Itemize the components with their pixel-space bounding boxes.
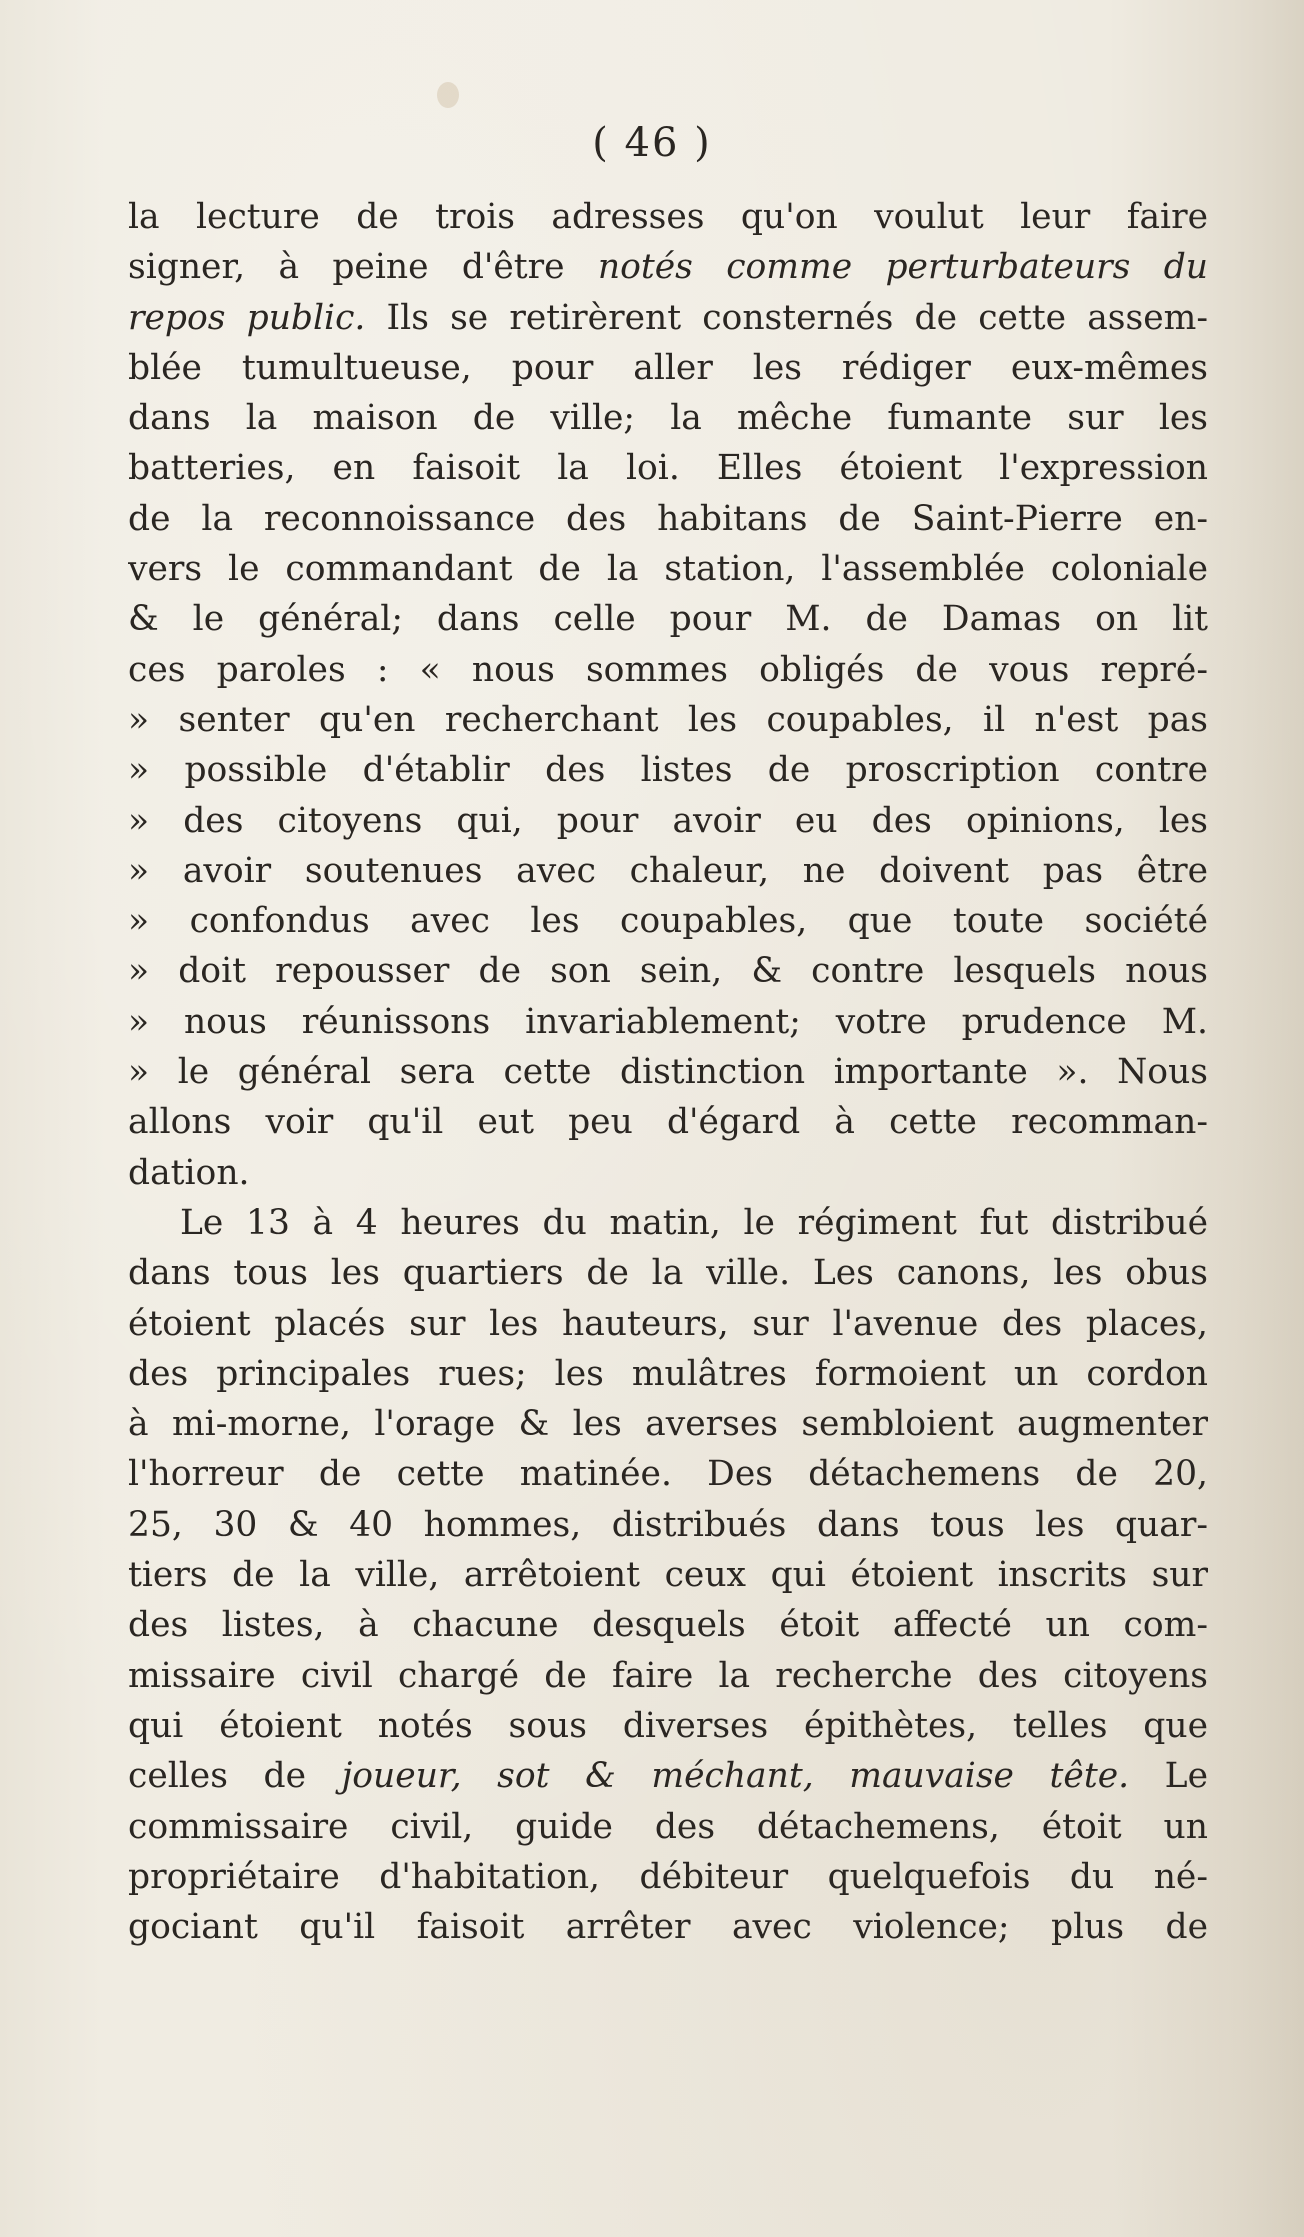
text-line: qui étoient notés sous diverses épithètes, telles que bbox=[128, 1705, 1208, 1746]
paper-stain bbox=[437, 82, 459, 108]
text-line: allons voir qu'il eut peu d'égard à cette recomman- bbox=[128, 1102, 1208, 1143]
paragraph-end-line: dation. bbox=[128, 1152, 250, 1193]
quote-line: » possible d'établir des listes de proscription contre bbox=[128, 750, 1208, 791]
text-line: signer, à peine d'être notés comme perturbateurs du bbox=[128, 247, 1208, 288]
text-line: missaire civil chargé de faire la recherche des citoyens bbox=[128, 1655, 1208, 1696]
quote-line: » confondus avec les coupables, que toute société bbox=[128, 901, 1208, 942]
text-line: batteries, en faisoit la loi. Elles étoient l'expression bbox=[128, 448, 1208, 489]
text-line: vers le commandant de la station, l'assemblée coloniale bbox=[128, 549, 1208, 590]
quote-line: » des citoyens qui, pour avoir eu des opinions, les bbox=[128, 800, 1208, 841]
quote-line: » doit repousser de son sein, & contre lesquels nous bbox=[128, 951, 1208, 992]
text-line: dans tous les quartiers de la ville. Les canons, les obus bbox=[128, 1253, 1208, 1294]
text-line: de la reconnoissance des habitans de Saint-Pierre en- bbox=[128, 498, 1208, 539]
quote-line: » avoir soutenues avec chaleur, ne doivent pas être bbox=[128, 850, 1208, 891]
text-line: étoient placés sur les hauteurs, sur l'avenue des places, bbox=[128, 1303, 1208, 1344]
text-line: ces paroles : « nous sommes obligés de vous repré- bbox=[128, 649, 1208, 690]
text-line: à mi-morne, l'orage & les averses sembloient augmenter bbox=[128, 1404, 1208, 1445]
text-line: 25, 30 & 40 hommes, distribués dans tous les quar- bbox=[128, 1504, 1208, 1545]
text-line: repos public. Ils se retirèrent consternés de cette assem- bbox=[128, 297, 1208, 338]
body-text bbox=[128, 192, 1208, 1952]
text-line: dans la maison de ville; la mêche fumante sur les bbox=[128, 398, 1208, 439]
italic-phrase: joueur, sot & méchant, mauvaise tête. bbox=[341, 1756, 1130, 1797]
text-line: l'horreur de cette matinée. Des détachemens de 20, bbox=[128, 1454, 1208, 1495]
italic-phrase: repos public. bbox=[128, 297, 366, 338]
text-line: des principales rues; les mulâtres formoient un cordon bbox=[128, 1353, 1208, 1394]
quote-line: » le général sera cette distinction importante ». Nous bbox=[128, 1052, 1208, 1093]
text-line: celles de joueur, sot & méchant, mauvaise tête. Le bbox=[128, 1756, 1208, 1797]
text-line: blée tumultueuse, pour aller les rédiger eux-mêmes bbox=[128, 347, 1208, 388]
text-line: propriétaire d'habitation, débiteur quelquefois du né- bbox=[128, 1856, 1208, 1897]
text-line: la lecture de trois adresses qu'on voulut leur faire bbox=[128, 197, 1208, 237]
text-line: gociant qu'il faisoit arrêter avec violence; plus de bbox=[128, 1907, 1208, 1948]
text-line: des listes, à chacune desquels étoit affecté un com- bbox=[128, 1605, 1208, 1646]
page-number: ( 46 ) bbox=[592, 120, 712, 166]
text-line: & le général; dans celle pour M. de Damas on lit bbox=[128, 599, 1208, 640]
quote-line: » senter qu'en recherchant les coupables, il n'est pas bbox=[128, 699, 1208, 740]
italic-phrase: notés comme perturbateurs du bbox=[597, 247, 1208, 288]
paragraph-start-line: Le 13 à 4 heures du matin, le régiment fut distribué bbox=[180, 1202, 1208, 1243]
text-line: commissaire civil, guide des détachemens, étoit un bbox=[128, 1806, 1208, 1847]
text-line: tiers de la ville, arrêtoient ceux qui étoient inscrits sur bbox=[128, 1555, 1208, 1596]
quote-line: » nous réunissons invariablement; votre prudence M. bbox=[128, 1001, 1208, 1042]
